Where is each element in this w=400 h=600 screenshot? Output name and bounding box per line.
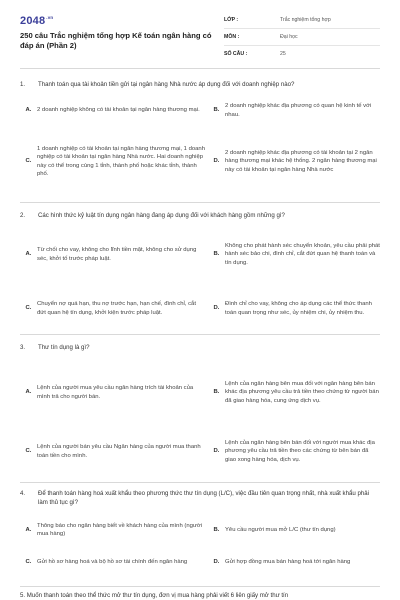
option-c[interactable] [20, 549, 205, 575]
option-text: Gửi hồ sơ hàng hoá và bộ hồ sơ tài chính đến ngân hàng [37, 558, 188, 565]
question-body: Thanh toán qua tài khoản tiền gửi tại ngân hàng Nhà nước áp dụng đối với doanh nghiệp nào? [38, 81, 295, 88]
option-letter: D. [213, 558, 220, 565]
question-number: 2. [20, 212, 26, 219]
question-number: 4. [20, 490, 26, 497]
option-b[interactable] [208, 231, 380, 279]
option-letter: D. [213, 448, 220, 455]
option-letter: D. [213, 158, 220, 165]
option-text: Lệnh của người mua yêu cầu ngân hàng trích tài khoản của mình trả cho người bán. [37, 385, 194, 400]
option-letter: A. [25, 389, 32, 396]
divider [20, 202, 380, 203]
option-text: Từ chối cho vay, không cho lĩnh tiền mặt, không cho sử dụng séc, khởi tố trước pháp luật. [37, 247, 197, 262]
option-b[interactable] [208, 367, 380, 419]
option-text: Đình chỉ cho vay, không cho áp dụng các thể thức thanh toán quan trọng như séc, ủy nhiệm chi, ủy nhiệm thu. [225, 301, 372, 316]
option-letter: B. [213, 107, 220, 114]
option-d[interactable] [208, 427, 380, 477]
question-1 [20, 81, 380, 177]
option-text: 2 doanh nghiệp khác địa phương có tài khoản tại 2 ngân hàng thương mại khác hệ thống. 2 ngân hàng thương mại này có tài khoản tại ngân hàng Nhà nước [225, 149, 377, 173]
option-letter: A. [25, 251, 32, 258]
option-a[interactable] [20, 231, 205, 279]
option-text: Lệnh của ngân hàng bên mua đối với ngân hàng bên bán khác địa phương yêu cầu trả tiền theo chứng từ người bán đã giao hàng hóa, cung ứng dịch vụ. [225, 380, 379, 404]
option-letter: C. [25, 558, 32, 565]
question-body: Để thanh toán hàng hoá xuất khẩu theo phương thức thư tín dụng (L/C), việc đầu tiên quan trọng nhất, nhà xuất khẩu phải làm thủ tục gì? [38, 490, 369, 506]
meta-value: 25 [280, 51, 286, 57]
meta-row-class [224, 12, 380, 29]
question-4 [20, 490, 380, 565]
option-b[interactable] [208, 98, 380, 124]
meta-label: MÔN : [224, 34, 240, 40]
document-header [0, 0, 400, 66]
question-text [20, 81, 380, 90]
question-number: 3. [20, 344, 26, 351]
logo-text: 2048 [20, 15, 46, 27]
option-a[interactable] [20, 367, 205, 419]
option-c[interactable] [20, 134, 205, 190]
option-text: Lệnh của ngân hàng bên bán đối với người mua khác địa phương yêu cầu trả tiền theo các chứng từ bên bán đã giao xong hàng hóa, dịch vụ. [225, 439, 375, 463]
question-3 [20, 344, 380, 463]
option-letter: A. [25, 107, 32, 114]
question-number: 1. [20, 81, 26, 88]
option-text: Thông báo cho ngân hàng biết về khách hàng của mình (người mua hàng) [37, 522, 203, 538]
divider [20, 586, 380, 587]
question-text [20, 212, 380, 221]
option-letter: B. [213, 389, 220, 396]
option-text: Lệnh của người bán yêu cầu Ngân hàng của người mua thanh toán tiền cho mình. [37, 444, 201, 459]
meta-table [224, 12, 380, 62]
question-2 [20, 212, 380, 316]
option-c[interactable] [20, 289, 205, 329]
divider [20, 482, 380, 483]
option-c[interactable] [20, 427, 205, 477]
logo-suffix: .vn [46, 15, 54, 21]
option-text: Chuyển nợ quá hạn, thu nợ trước hạn, hạn chế, đình chỉ, cắt đứt quan hệ tín dụng, khởi kiện trước pháp luật. [37, 301, 196, 316]
document-title: 250 câu Trắc nghiệm tổng hợp Kế toán ngân hàng có đáp án (Phần 2) [20, 31, 212, 50]
option-text: Không cho phát hành séc chuyển khoản, yêu cầu phải phát hành séc bảo chi, đình chỉ, cắt đứt quan hệ thanh toán và tín dụng. [225, 242, 380, 266]
option-letter: A. [25, 526, 32, 533]
question-body: Thư tín dụng là gì? [38, 344, 90, 351]
option-letter: B. [213, 251, 220, 258]
option-letter: C. [25, 448, 32, 455]
divider [20, 68, 380, 69]
option-text: 1 doanh nghiệp có tài khoản tại ngân hàng thương mại, 1 doanh nghiệp có tài khoản tại ngân hàng Nhà nước. Hai doanh nghiệp này có thể trong cùng 1 tỉnh, thành phố hoặc khác tỉnh, thành phố. [37, 145, 205, 177]
option-d[interactable] [208, 549, 380, 575]
option-a[interactable] [20, 98, 205, 124]
question-5-cutoff: 5. Muốn thanh toán theo thể thức mở thư tín dụng, đơn vị mua hàng phải viết 6 liên giấy mở thư tín [20, 592, 289, 599]
option-d[interactable] [208, 289, 380, 329]
option-text: Gửi hợp đồng mua bán hàng hoá tới ngân hàng [225, 558, 351, 565]
meta-row-subject [224, 29, 380, 46]
option-letter: B. [213, 526, 220, 533]
question-body: Các hình thức kỷ luật tín dụng ngân hàng đang áp dụng đối với khách hàng gồm những gì? [38, 212, 285, 219]
divider [20, 334, 380, 335]
option-text: Yêu cầu người mua mở L/C (thư tín dụng) [225, 526, 336, 533]
meta-label: SỐ CÂU : [224, 51, 248, 57]
site-logo[interactable] [20, 15, 53, 27]
option-letter: D. [213, 305, 220, 312]
option-d[interactable] [208, 134, 380, 190]
option-text: 2 doanh nghiệp khác địa phương có quan hệ kinh tế với nhau. [225, 103, 372, 118]
meta-row-count [224, 46, 380, 62]
meta-value: Đại học [280, 34, 298, 40]
meta-label: LỚP : [224, 17, 239, 23]
question-text [20, 490, 380, 507]
option-a[interactable] [20, 517, 205, 543]
option-letter: C. [25, 305, 32, 312]
option-b[interactable] [208, 517, 380, 543]
option-text: 2 doanh nghiệp không có tài khoản tại ngân hàng thương mại. [37, 107, 200, 114]
option-letter: C. [25, 158, 32, 165]
meta-value: Trắc nghiệm tổng hợp [280, 17, 331, 23]
question-text [20, 344, 380, 353]
